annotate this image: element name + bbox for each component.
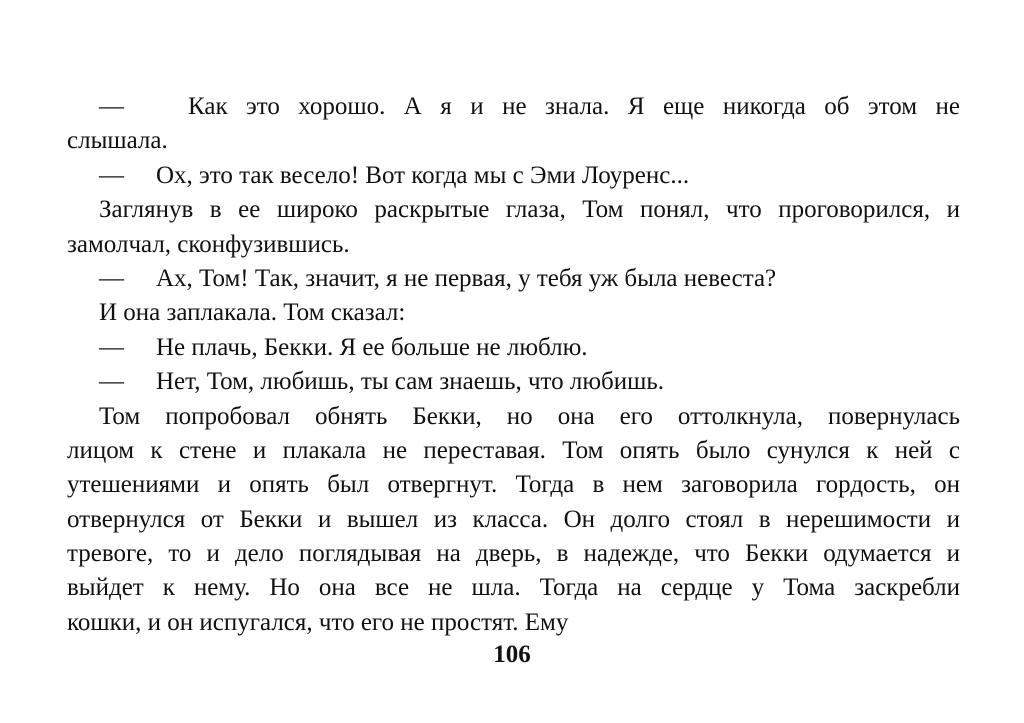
- line-text: тревоге, то и дело поглядывая на дверь, в надежде, что Бекки одумается и: [67, 540, 960, 568]
- dialogue-dash: —: [99, 93, 124, 120]
- text-line: [67, 296, 960, 330]
- dialogue-dash: —: [99, 161, 124, 189]
- text-line: [67, 124, 960, 158]
- line-text: слышала.: [67, 127, 168, 155]
- line-text: Не плачь, Бекки. Я ее больше не люблю.: [156, 333, 588, 361]
- body-text: [67, 90, 960, 640]
- text-line: [67, 571, 960, 605]
- text-line: [67, 434, 960, 468]
- text-line: [67, 193, 960, 227]
- text-line: [67, 90, 960, 124]
- text-line: [67, 331, 960, 365]
- dialogue-dash: —: [99, 264, 124, 292]
- text-line: [67, 468, 960, 502]
- line-text: кошки, и он испугался, что его не простят. Ему: [67, 608, 569, 636]
- text-line: [67, 606, 960, 640]
- line-text: утешениями и опять был отвергнут. Тогда в нем заговорила гордость, он: [67, 471, 960, 499]
- line-text: Нет, Том, любишь, ты сам знаешь, что любишь.: [156, 368, 665, 396]
- line-text: лицом к стене и плакала не переставая. Том опять было сунулся к ней с: [67, 436, 960, 464]
- text-line: [67, 400, 960, 434]
- line-text: Том попробовал обнять Бекки, но она его оттолкнула, повернулась: [99, 402, 960, 430]
- line-text: Заглянув в ее широко раскрытые глаза, Том понял, что проговорился, и: [99, 196, 960, 224]
- text-line: [67, 159, 960, 193]
- line-text: Ах, Том! Так, значит, я не первая, у тебя уж была невеста?: [156, 264, 777, 292]
- text-line: [67, 537, 960, 571]
- line-text: выйдет к нему. Но она все не шла. Тогда на сердце у Тома заскребли: [67, 574, 960, 602]
- dialogue-dash: —: [99, 333, 124, 361]
- page-number: 106: [493, 641, 531, 668]
- text-line: [67, 503, 960, 537]
- line-text: Ох, это так весело! Вот когда мы с Эми Лоуренс...: [156, 161, 690, 189]
- dialogue-dash: —: [99, 368, 124, 396]
- text-line: [67, 262, 960, 296]
- text-line: [67, 365, 960, 399]
- line-text: отвернулся от Бекки и вышел из класса. Он долго стоял в нерешимости и: [67, 505, 960, 533]
- text-line: [67, 228, 960, 262]
- line-text: Как это хорошо. А я и не знала. Я еще никогда об этом не: [188, 93, 960, 120]
- line-text: замолчал, сконфузившись.: [67, 230, 350, 258]
- line-text: И она заплакала. Том сказал:: [99, 299, 406, 327]
